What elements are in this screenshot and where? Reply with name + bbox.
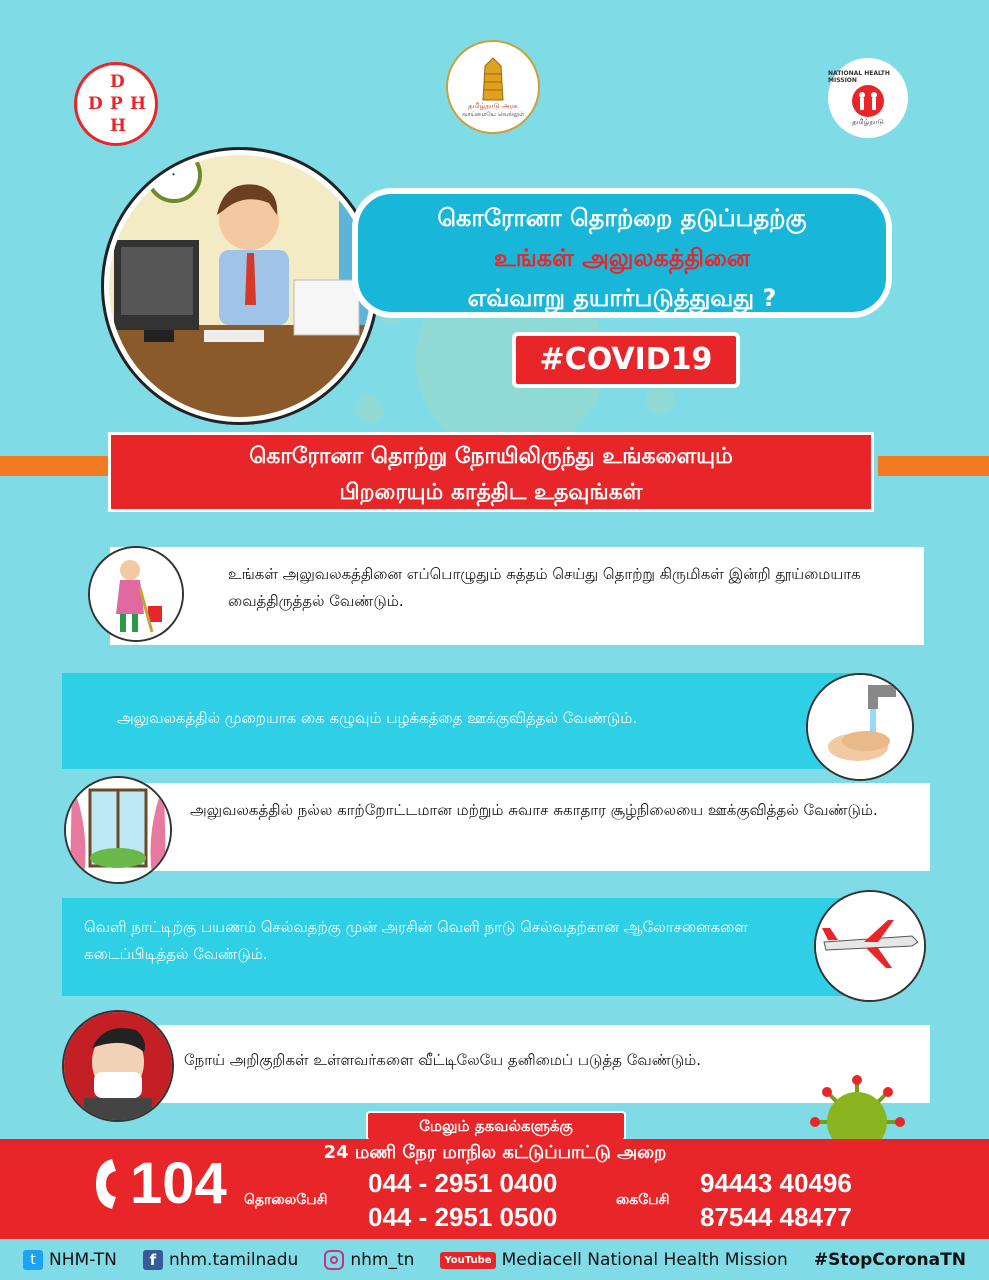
help-banner: கொரோனா தொற்று நோயிலிருந்து உங்களையும் பிறரையும் காத்திட உதவுங்கள் <box>108 432 874 512</box>
helpline-104: 104 <box>90 1150 227 1217</box>
instagram-link[interactable]: nhm_tn <box>324 1250 414 1270</box>
orange-stripe-left <box>0 456 110 476</box>
facebook-link[interactable]: f nhm.tamilnadu <box>143 1250 298 1270</box>
phone-icon <box>90 1157 122 1211</box>
youtube-icon: YouTube <box>440 1252 495 1269</box>
window-icon <box>64 776 172 884</box>
youtube-link[interactable]: YouTube Mediacell National Health Mission <box>440 1250 787 1270</box>
cleaning-icon <box>88 546 184 642</box>
tip-isolation: நோய் அறிகுறிகள் உள்ளவர்களை வீட்டிலேயே தனிமைப் படுத்த வேண்டும். <box>110 1025 930 1103</box>
stopcorona-hashtag[interactable]: #StopCoronaTN <box>813 1250 966 1270</box>
landline-numbers: 044 - 2951 0400 044 - 2951 0500 <box>368 1168 558 1232</box>
family-icon <box>848 84 888 118</box>
tn-government-emblem: தமிழ்நாடு அரசு வாய்மையே வெல்லும் <box>446 40 540 134</box>
covid-hashtag-badge: #COVID19 <box>512 332 740 388</box>
instagram-icon <box>324 1250 344 1270</box>
twitter-link[interactable]: t NHM-TN <box>23 1250 117 1270</box>
office-worker-illustration <box>104 150 376 422</box>
twitter-icon: t <box>23 1250 43 1270</box>
page-title: கொரோனா தொற்றை தடுப்பதற்கு உங்கள் அலுலகத்தினை எவ்வாறு தயார்படுத்துவது ? <box>352 188 892 318</box>
tip-travel: வெளி நாட்டிற்கு பயணம் செல்வதற்கு முன் அரசின் வெளி நாடு செல்வதற்கான ஆலோசனைகளை கடைப்பிடித்தல் வேண்டும். <box>62 898 862 996</box>
handwash-icon <box>806 673 914 781</box>
more-info-label: மேலும் தகவல்களுக்கு <box>366 1111 626 1141</box>
orange-stripe-right <box>878 456 989 476</box>
mobile-label: கைபேசி <box>616 1192 670 1208</box>
sneezing-person-icon <box>62 1010 174 1122</box>
temple-tower-icon <box>471 56 515 102</box>
tip-handwash: அலுவலகத்தில் முறையாக கை கழுவும் பழக்கத்தை ஊக்குவித்தல் வேண்டும். <box>62 673 872 769</box>
dph-logo: D D P H H <box>74 62 158 146</box>
tip-ventilation: அலுவலகத்தில் நல்ல காற்றோட்டமான மற்றும் சுவாச சுகாதார சூழ்நிலையை ஊக்குவித்தல் வேண்டும். <box>110 783 930 871</box>
nhm-logo: NATIONAL HEALTH MISSION தமிழ்நாடு <box>828 58 908 138</box>
control-room-label: 24 மணி நேர மாநில கட்டுப்பாட்டு அறை <box>323 1142 667 1163</box>
mobile-numbers: 94443 40496 87544 48477 <box>700 1168 852 1232</box>
landline-label: தொலைபேசி <box>244 1192 328 1208</box>
social-bar <box>0 1240 989 1280</box>
airplane-icon <box>814 890 926 1002</box>
tip-cleaning: உங்கள் அலுவலகத்தினை எப்பொழுதும் சுத்தம் செய்து தொற்று கிருமிகள் இன்றி தூய்மையாக வைத்திருத்தல் வேண்டும். <box>110 547 924 645</box>
facebook-icon: f <box>143 1250 163 1270</box>
